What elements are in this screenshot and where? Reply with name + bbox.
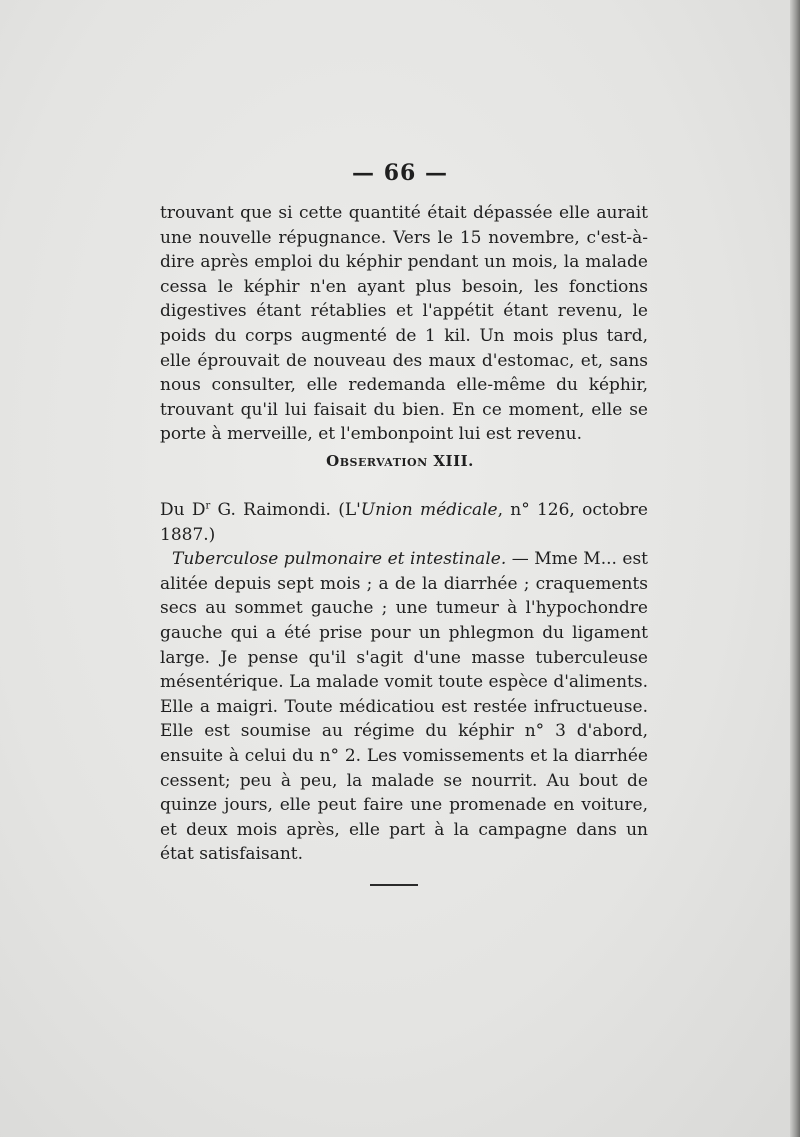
citation-line	[160, 498, 648, 547]
citation-journal: Union médicale	[360, 500, 498, 520]
observation-heading: Observation XIII.	[326, 452, 474, 470]
citation-superscript: r	[205, 500, 211, 512]
case-paragraph	[160, 547, 648, 867]
paragraph-text: trouvant que si cette quantité était dépassée elle aurait une nouvelle répugnance. Vers le 15 novembre, c'est-à-dire après emploi du képhir pendant un mois, la malade cessa le képhir n'en ayant plus besoin, les fonctions digestives étant rétablies et l'appétit étant revenu, le poids du corps augmenté de 1 kil. Un mois plus tard, elle éprouvait de nouveau des maux d'estomac, et, sans nous consulter, elle redemanda elle-même du képhir, trouvant qu'il lui faisait du bien. En ce moment, elle se porte à merveille, et l'embonpoint lui est revenu.	[160, 203, 648, 445]
section-divider	[370, 884, 418, 886]
citation-details: , n° 126, octobre 1887.)	[160, 500, 648, 545]
citation-author: G. Raimondi. (L'	[210, 500, 361, 520]
paragraph-continuation	[160, 201, 648, 447]
case-title: Tuberculose pulmonaire et intestinale.	[172, 549, 507, 570]
citation-prefix: Du D	[160, 500, 206, 520]
page-number: — 66 —	[352, 160, 448, 186]
case-text: — Mme M... est alitée depuis sept mois ; a de la diarrhée ; craquements secs au sommet gauche ; une tumeur à l'hypochondre gauche qui a été prise pour un phlegmon du ligament large. Je pense qu'il s'agit d'une masse tuberculeuse mésentérique. La malade vomit toute espèce d'aliments. Elle a maigri. Toute médicatiou est restée infructueuse. Elle est soumise au régime du képhir n° 3 d'abord, ensuite à celui du n° 2. Les vomissements et la diarrhée cessent; peu à peu, la malade se nourrit. Au bout de quinze jours, elle peut faire une promenade en voiture, et deux mois après, elle part à la campagne dans un état satisfaisant.	[160, 549, 649, 865]
observation-body	[160, 498, 648, 867]
